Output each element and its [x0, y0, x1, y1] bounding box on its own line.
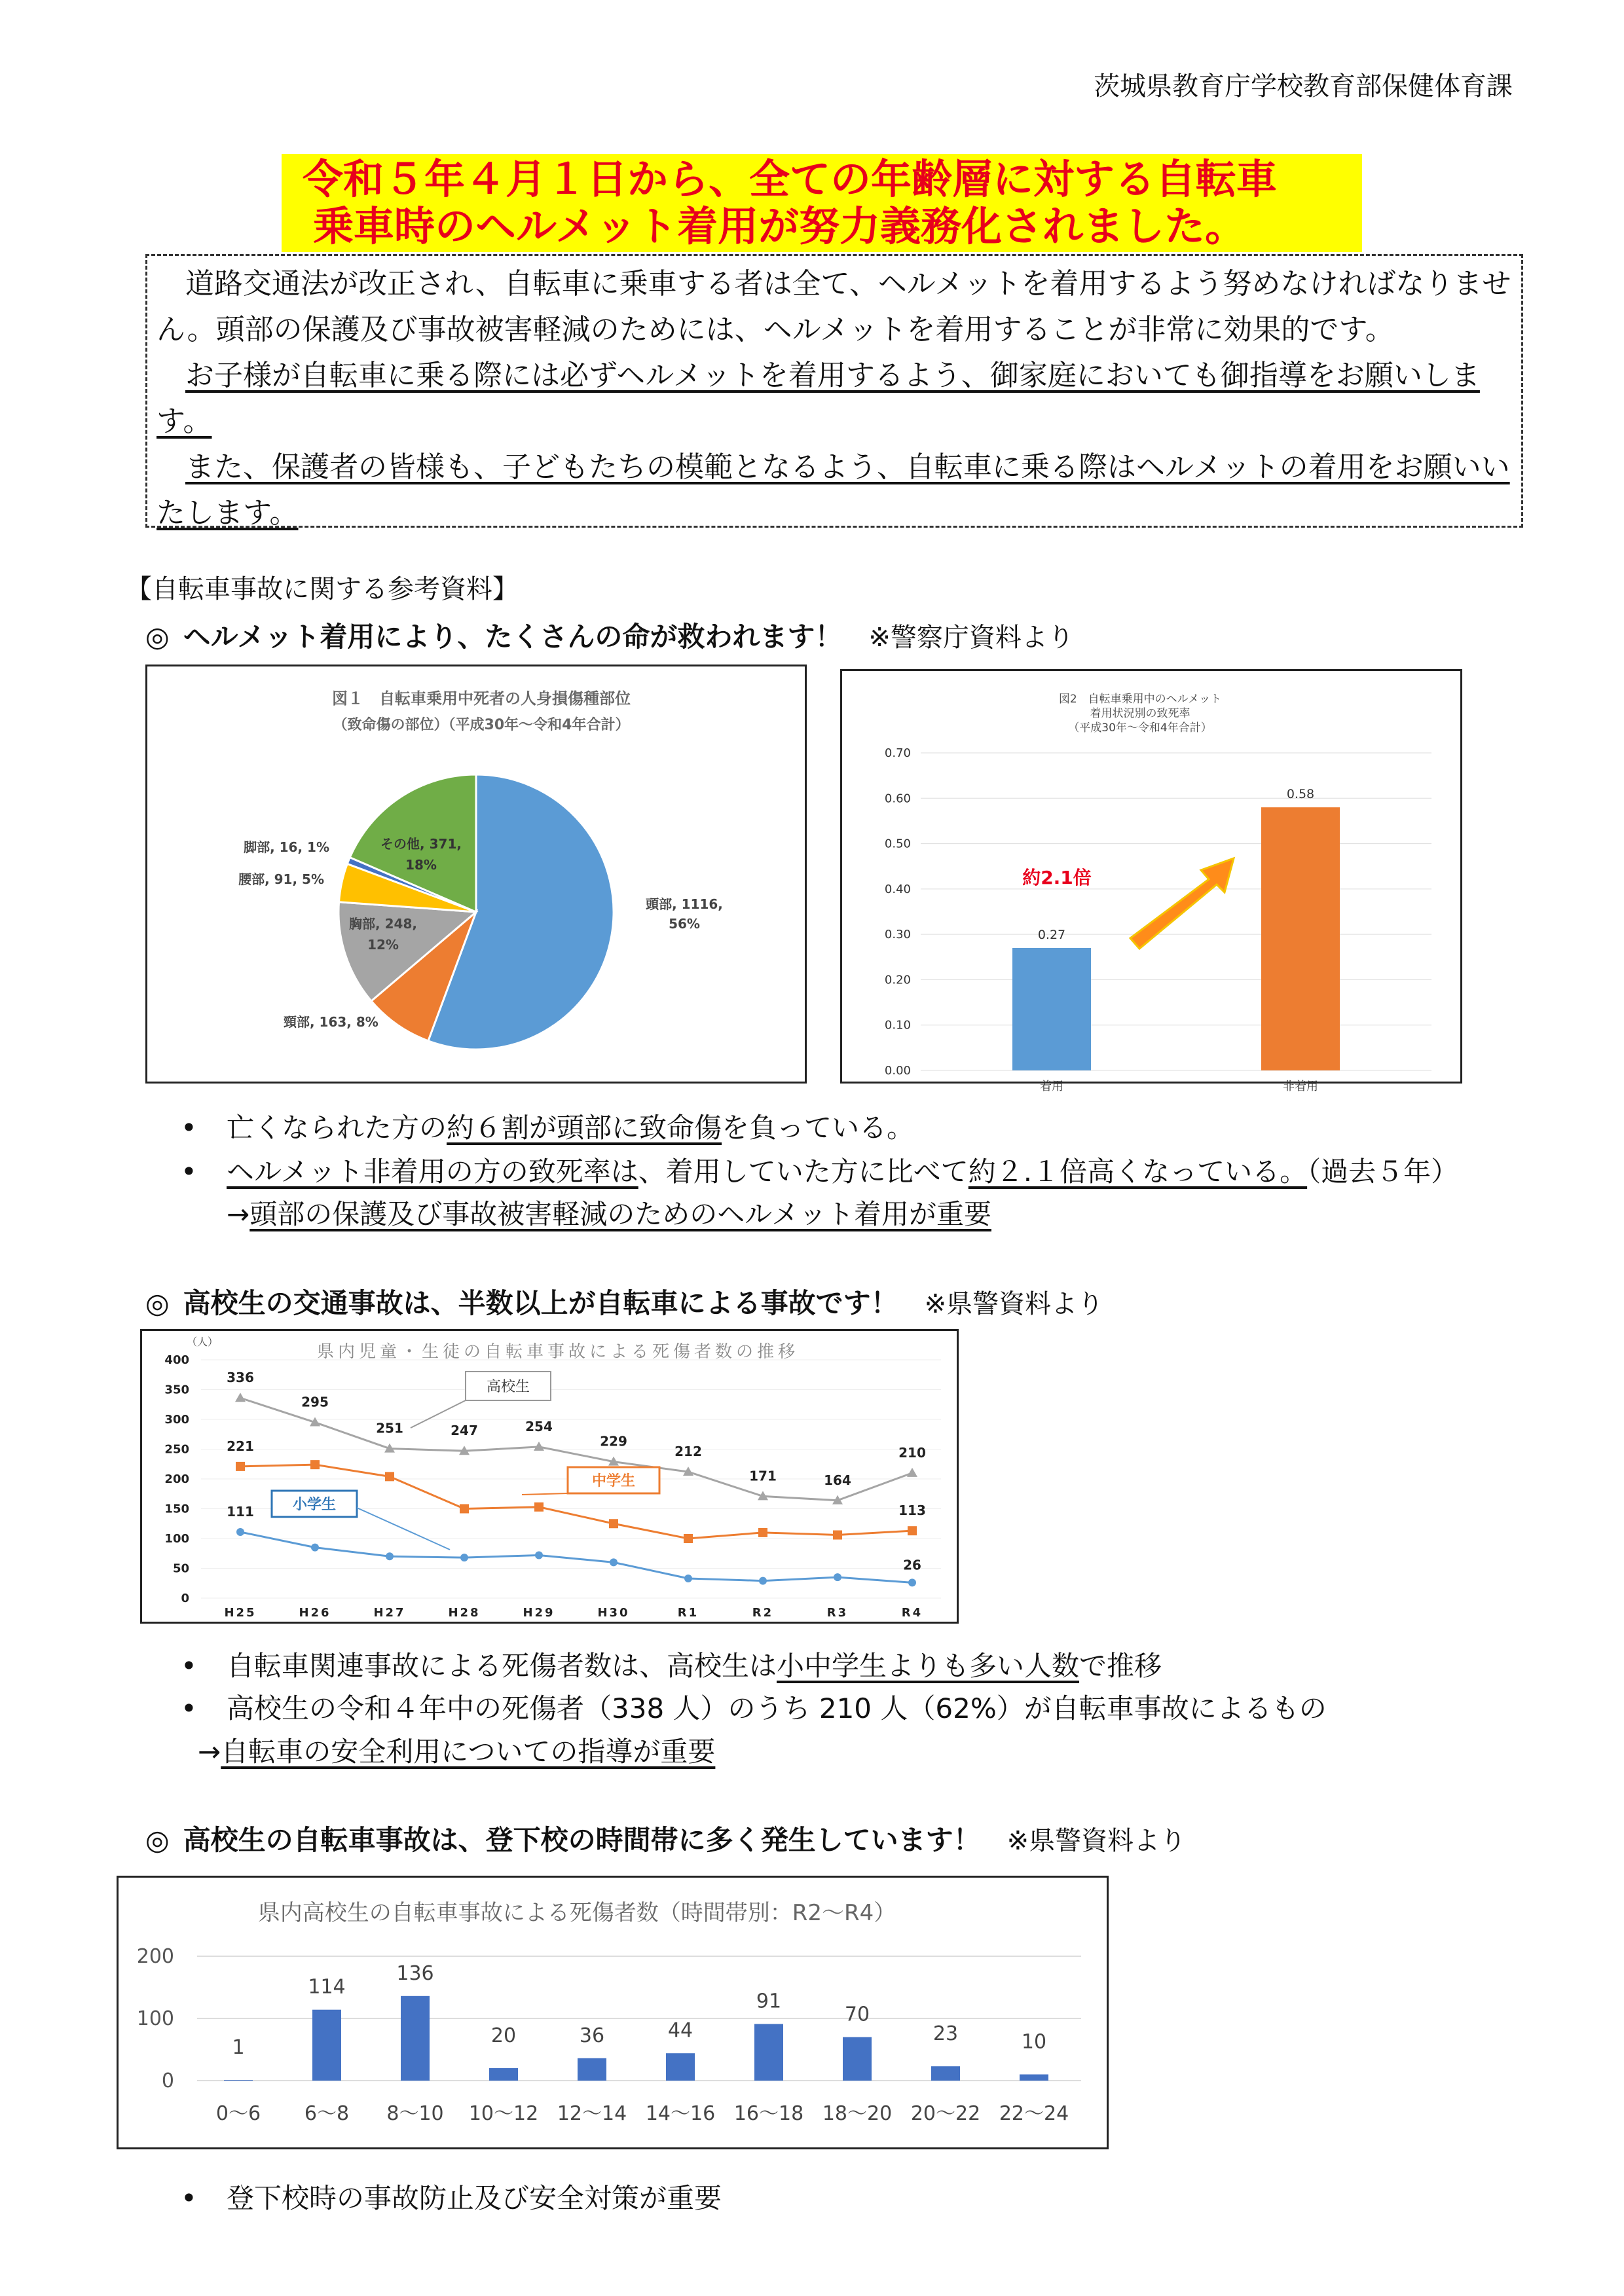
- time-bar: [1020, 2075, 1048, 2081]
- bullet-2-1: • 自転車関連事故による死傷者数は、高校生は小中学生よりも多い人数で推移: [181, 1650, 1162, 1682]
- intro-paragraph-3: また、保護者の皆様も、子どもたちの模範となるよう、自転車に乗る際はヘルメットの着用をお願いいたします。: [157, 450, 1510, 530]
- banner-line-1: 令和５年４月１日から、全ての年齢層に対する自転車: [303, 155, 1278, 203]
- rate-y-tick: 0.00: [884, 1064, 911, 1078]
- section-3-title: 高校生の自転車事故は、登下校の時間帯に多く発生しています！: [183, 1824, 981, 1856]
- series-point: [385, 1472, 394, 1481]
- rate-y-tick: 0.10: [884, 1018, 911, 1032]
- series-point: [310, 1460, 320, 1469]
- pie-pct-other: 18%: [405, 857, 437, 873]
- time-bar: [666, 2053, 695, 2081]
- section-3-heading: [145, 1819, 1186, 1858]
- rate-bar-value: 0.27: [1037, 927, 1066, 942]
- line-x-tick: R1: [677, 1606, 699, 1620]
- increase-arrow-icon: [1130, 858, 1234, 949]
- series-data-label: 171: [749, 1468, 777, 1484]
- time-y-tick: 200: [136, 1945, 174, 1968]
- series-line: [240, 1532, 912, 1582]
- series-point: [236, 1462, 245, 1471]
- series-data-label: 210: [898, 1444, 926, 1461]
- series-point: [311, 1544, 319, 1552]
- series-data-label: 295: [301, 1394, 329, 1410]
- rate-x-label: 非着用: [1283, 1080, 1318, 1093]
- time-title: 県内高校生の自転車事故による死傷者数（時間帯別：R2～R4）: [257, 1900, 896, 1926]
- notice-banner: [282, 154, 1362, 252]
- pie-chart: [145, 665, 807, 1084]
- pie-title: 図１ 自転車乗用中死者の人身損傷種部位: [332, 689, 631, 708]
- line-x-tick: H29: [523, 1606, 555, 1620]
- series-point: [908, 1526, 917, 1535]
- time-x-label: 22～24: [999, 2102, 1069, 2125]
- series-point: [834, 1573, 841, 1581]
- time-x-label: 12～14: [557, 2102, 627, 2125]
- series-point: [759, 1577, 767, 1585]
- legend-high-school: 高校生: [486, 1379, 530, 1395]
- intro-box: [145, 254, 1523, 528]
- series-point: [236, 1528, 244, 1536]
- time-of-day-chart-svg: [119, 1878, 1107, 2147]
- series-data-label: 111: [227, 1503, 254, 1520]
- rate-subtitle: 着用状況別の致死率: [1090, 707, 1190, 720]
- series-data-label: 113: [898, 1503, 926, 1519]
- intro-paragraph-1: 道路交通法が改正され、自転車に乗車する者は全て、ヘルメットを着用するよう努めなければなりません。頭部の保護及び事故被害軽減のためには、ヘルメットを着用することが非常に効果的です。: [157, 267, 1511, 346]
- time-bar: [931, 2066, 960, 2081]
- section-1-title: ヘルメット着用により、たくさんの命が救われます！: [183, 621, 843, 653]
- series-data-label: 229: [600, 1433, 627, 1449]
- bullet-2-2: • 高校生の令和４年中の死傷者（338 人）のうち 210 人（62%）が自転車事故によるもの: [181, 1692, 1327, 1724]
- bullet-1-conclusion: →頭部の保護及び事故被害軽減のためのヘルメット着用が重要: [227, 1198, 991, 1230]
- line-y-tick: 0: [181, 1592, 189, 1605]
- series-point: [610, 1558, 618, 1566]
- series-point: [386, 1552, 394, 1560]
- legend-middle-school: 中学生: [591, 1473, 636, 1489]
- time-x-label: 10～12: [468, 2102, 539, 2125]
- series-data-label: 26: [903, 1557, 921, 1573]
- pie-label-leg: 脚部, 16, 1%: [244, 839, 329, 855]
- series-data-label: 221: [227, 1438, 254, 1454]
- time-bar-value: 44: [667, 2019, 693, 2043]
- series-data-label: 247: [451, 1423, 478, 1439]
- time-x-label: 8～10: [386, 2102, 444, 2125]
- series-data-label: 254: [525, 1418, 553, 1434]
- line-y-tick: 400: [164, 1353, 189, 1367]
- time-bar-value: 70: [844, 2003, 870, 2026]
- section-2-title: 高校生の交通事故は、半数以上が自転車による事故です！: [183, 1287, 898, 1319]
- line-y-tick: 50: [172, 1561, 189, 1576]
- section-marker: ◎: [145, 1824, 170, 1856]
- line-y-tick: 150: [164, 1502, 189, 1516]
- rate-title: 図2 自転車乗用中のヘルメット: [1058, 693, 1222, 706]
- time-bar: [401, 1996, 430, 2081]
- series-point: [460, 1554, 468, 1561]
- line-x-tick: R3: [826, 1606, 849, 1620]
- line-title: 県内児童・生徒の自転車事故による死傷者数の推移: [316, 1342, 800, 1362]
- rate-subtitle-2: （平成30年～令和4年合計）: [1068, 721, 1212, 735]
- time-x-label: 0～6: [215, 2102, 261, 2125]
- line-y-tick: 300: [164, 1413, 189, 1427]
- legend-leader: [357, 1508, 450, 1550]
- department-name: 茨城県教育庁学校教育部保健体育課: [1094, 71, 1513, 101]
- intro-paragraph-2: お子様が自転車に乗る際には必ずヘルメットを着用するよう、御家庭においても御指導をお願いします。: [157, 359, 1480, 438]
- line-x-tick: R2: [752, 1606, 774, 1620]
- rate-annotation: 約2.1倍: [1022, 867, 1092, 888]
- time-bar: [843, 2037, 872, 2081]
- line-x-tick: H30: [597, 1606, 630, 1620]
- fatality-rate-chart: [840, 669, 1462, 1093]
- line-chart-svg: [142, 1331, 957, 1622]
- time-bar: [754, 2024, 783, 2081]
- rate-y-tick: 0.50: [884, 837, 911, 851]
- time-bar-value: 1: [232, 2036, 245, 2060]
- pie-pct-head: 56%: [669, 916, 700, 932]
- time-bar-value: 20: [490, 2024, 517, 2047]
- time-x-label: 18～20: [822, 2102, 893, 2125]
- legend-leader: [522, 1493, 568, 1495]
- time-x-label: 16～18: [733, 2102, 804, 2125]
- time-of-day-chart: [117, 1876, 1109, 2149]
- series-point: [684, 1534, 693, 1543]
- series-data-label: 251: [376, 1420, 403, 1436]
- bullet-1-1: • 亡くなられた方の約６割が頭部に致命傷を負っている。: [181, 1112, 915, 1144]
- bullet-2-conclusion: →自転車の安全利用についての指導が重要: [198, 1736, 716, 1768]
- line-chart: [140, 1329, 959, 1624]
- time-y-tick: 100: [136, 2007, 174, 2030]
- series-point: [460, 1504, 469, 1514]
- section-2-heading: [145, 1282, 1103, 1321]
- line-y-unit: （人）: [187, 1336, 219, 1348]
- series-point: [907, 1468, 917, 1477]
- line-x-tick: H28: [448, 1606, 481, 1620]
- banner-line-2: 乗車時のヘルメット着用が努力義務化されました。: [313, 202, 1246, 250]
- section-3-source: ※県警資料より: [1006, 1826, 1187, 1856]
- time-y-tick: 0: [161, 2069, 174, 2092]
- time-bar: [578, 2058, 606, 2081]
- rate-y-tick: 0.60: [884, 792, 911, 806]
- time-bar-value: 136: [396, 1961, 434, 1985]
- time-x-label: 6～8: [304, 2102, 350, 2125]
- line-y-tick: 350: [164, 1383, 189, 1397]
- time-bar: [489, 2068, 518, 2081]
- section-marker: ◎: [145, 621, 170, 653]
- rate-x-label: 着用: [1040, 1080, 1063, 1093]
- rate-y-tick: 0.40: [884, 882, 911, 896]
- time-bar-value: 91: [756, 1990, 782, 2013]
- rate-y-tick: 0.70: [884, 746, 911, 760]
- time-bar-value: 10: [1021, 2030, 1047, 2054]
- series-point: [535, 1551, 543, 1559]
- section-2-source: ※県警資料より: [924, 1289, 1104, 1319]
- pie-label-chest: 胸部, 248,: [349, 916, 417, 932]
- rate-bar: [1012, 948, 1091, 1070]
- pie-chart-svg: [147, 666, 805, 1082]
- line-y-tick: 200: [164, 1472, 189, 1486]
- time-bar-value: 23: [932, 2022, 959, 2046]
- series-point: [758, 1528, 767, 1537]
- legend-elementary-school: 小学生: [292, 1497, 337, 1513]
- time-bar-value: 36: [579, 2024, 605, 2047]
- series-point: [609, 1519, 618, 1528]
- line-y-tick: 100: [164, 1532, 189, 1546]
- line-x-tick: H27: [373, 1606, 406, 1620]
- series-point: [534, 1503, 544, 1512]
- line-x-tick: H26: [299, 1606, 331, 1620]
- line-x-tick: R4: [901, 1606, 923, 1620]
- pie-label-head: 頭部, 1116,: [646, 896, 723, 912]
- section-1-source: ※警察庁資料より: [868, 623, 1074, 653]
- fatality-rate-chart-svg: [842, 671, 1460, 1093]
- series-data-label: 164: [824, 1472, 851, 1488]
- pie-label-other: その他, 371,: [380, 836, 462, 852]
- time-bar-value: 114: [308, 1975, 346, 1999]
- time-x-label: 20～22: [910, 2102, 981, 2125]
- time-x-label: 14～16: [645, 2102, 716, 2125]
- rate-y-tick: 0.20: [884, 973, 911, 987]
- series-point: [833, 1531, 842, 1540]
- pie-subtitle: （致命傷の部位）（平成30年～令和4年合計）: [333, 717, 630, 733]
- series-point: [908, 1578, 916, 1586]
- rate-bar-value: 0.58: [1286, 787, 1315, 802]
- time-bar: [312, 2010, 341, 2081]
- bullet-1-2: • ヘルメット非着用の方の致死率は、着用していた方に比べて約２.１倍高くなっている。（過去５年）: [181, 1156, 1459, 1188]
- reference-title: 【自転車事故に関する参考資料】: [126, 574, 519, 604]
- rate-y-tick: 0.30: [884, 928, 911, 942]
- pie-label-waist: 腰部, 91, 5%: [238, 871, 324, 887]
- section-1-heading: [145, 615, 1074, 655]
- bullet-3-1: • 登下校時の事故防止及び安全対策が重要: [181, 2182, 722, 2214]
- series-point: [684, 1575, 692, 1582]
- series-data-label: 336: [227, 1370, 254, 1386]
- section-marker: ◎: [145, 1287, 170, 1319]
- time-bar: [224, 2080, 253, 2081]
- pie-pct-chest: 12%: [367, 937, 399, 953]
- series-data-label: 212: [674, 1444, 702, 1460]
- rate-bar: [1261, 807, 1340, 1070]
- series-point: [235, 1393, 246, 1402]
- line-y-tick: 250: [164, 1442, 189, 1457]
- pie-label-neck: 頸部, 163, 8%: [284, 1014, 378, 1030]
- line-x-tick: H25: [224, 1606, 257, 1620]
